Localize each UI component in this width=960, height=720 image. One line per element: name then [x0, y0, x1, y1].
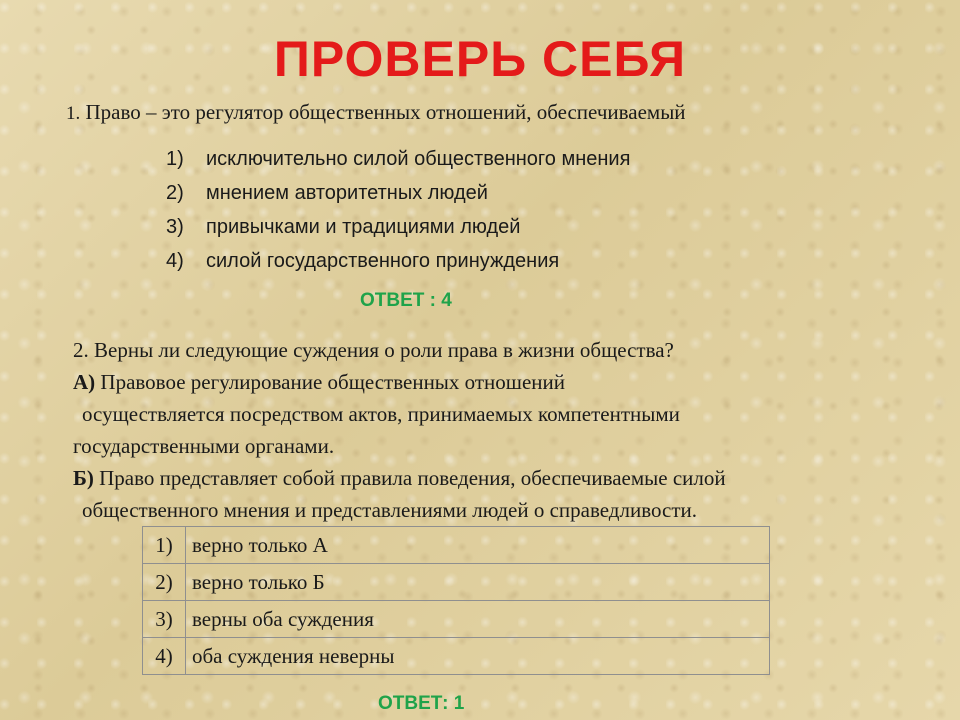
statement-a-text: Правовое регулирование общественных отношений — [95, 370, 566, 394]
statement-b-text: Право представляет собой правила поведения, обеспечиваемые силой — [93, 466, 726, 490]
question-2-text: 2. Верны ли следующие суждения о роли права в жизни общества? — [73, 338, 674, 362]
q2-option-text: верны оба суждения — [186, 601, 770, 638]
question-1-text: Право – это регулятор общественных отношений, обеспечиваемый — [85, 100, 686, 124]
q1-option-number: 4) — [166, 250, 184, 272]
q1-option-text: мнением авторитетных людей — [206, 182, 488, 204]
q1-option-text: привычками и традициями людей — [206, 216, 521, 238]
q1-option-number: 1) — [166, 148, 184, 170]
q1-option-4 — [166, 244, 630, 278]
statement-a-line-2: осуществляется посредством актов, принимаемых компетентными — [82, 402, 680, 426]
statement-b-line-2: общественного мнения и представлениями людей о справедливости. — [82, 498, 697, 522]
question-2 — [73, 334, 933, 526]
answer-2: ОТВЕТ: 1 — [378, 693, 465, 714]
question-2-options-table — [142, 526, 770, 675]
q1-option-text: исключительно силой общественного мнения — [206, 148, 631, 170]
statement-b-label: Б) — [73, 466, 94, 490]
q2-option-number: 2) — [143, 564, 186, 601]
statement-a — [73, 366, 933, 398]
table-row — [143, 527, 770, 564]
question-1-number: 1. — [66, 103, 81, 124]
question-1-options — [166, 142, 630, 278]
statement-a-line-3: государственными органами. — [73, 434, 335, 458]
question-1 — [66, 100, 686, 125]
q1-option-number: 2) — [166, 182, 184, 204]
statement-a-label: А) — [73, 370, 96, 394]
q2-option-number: 4) — [143, 638, 186, 675]
page-title: ПРОВЕРЬ СЕБЯ — [273, 31, 687, 87]
q1-option-3 — [166, 210, 630, 244]
q1-option-2 — [166, 176, 630, 210]
table-row — [143, 601, 770, 638]
q2-option-number: 1) — [143, 527, 186, 564]
statement-b — [73, 462, 933, 494]
table-row — [143, 564, 770, 601]
answer-1: ОТВЕТ : 4 — [360, 290, 452, 311]
q2-option-text: верно только А — [186, 527, 770, 564]
q2-option-number: 3) — [143, 601, 186, 638]
q2-option-text: верно только Б — [186, 564, 770, 601]
q1-option-number: 3) — [166, 216, 184, 238]
q2-option-text: оба суждения неверны — [186, 638, 770, 675]
q1-option-text: силой государственного принуждения — [206, 250, 560, 272]
table-row — [143, 638, 770, 675]
q1-option-1 — [166, 142, 630, 176]
